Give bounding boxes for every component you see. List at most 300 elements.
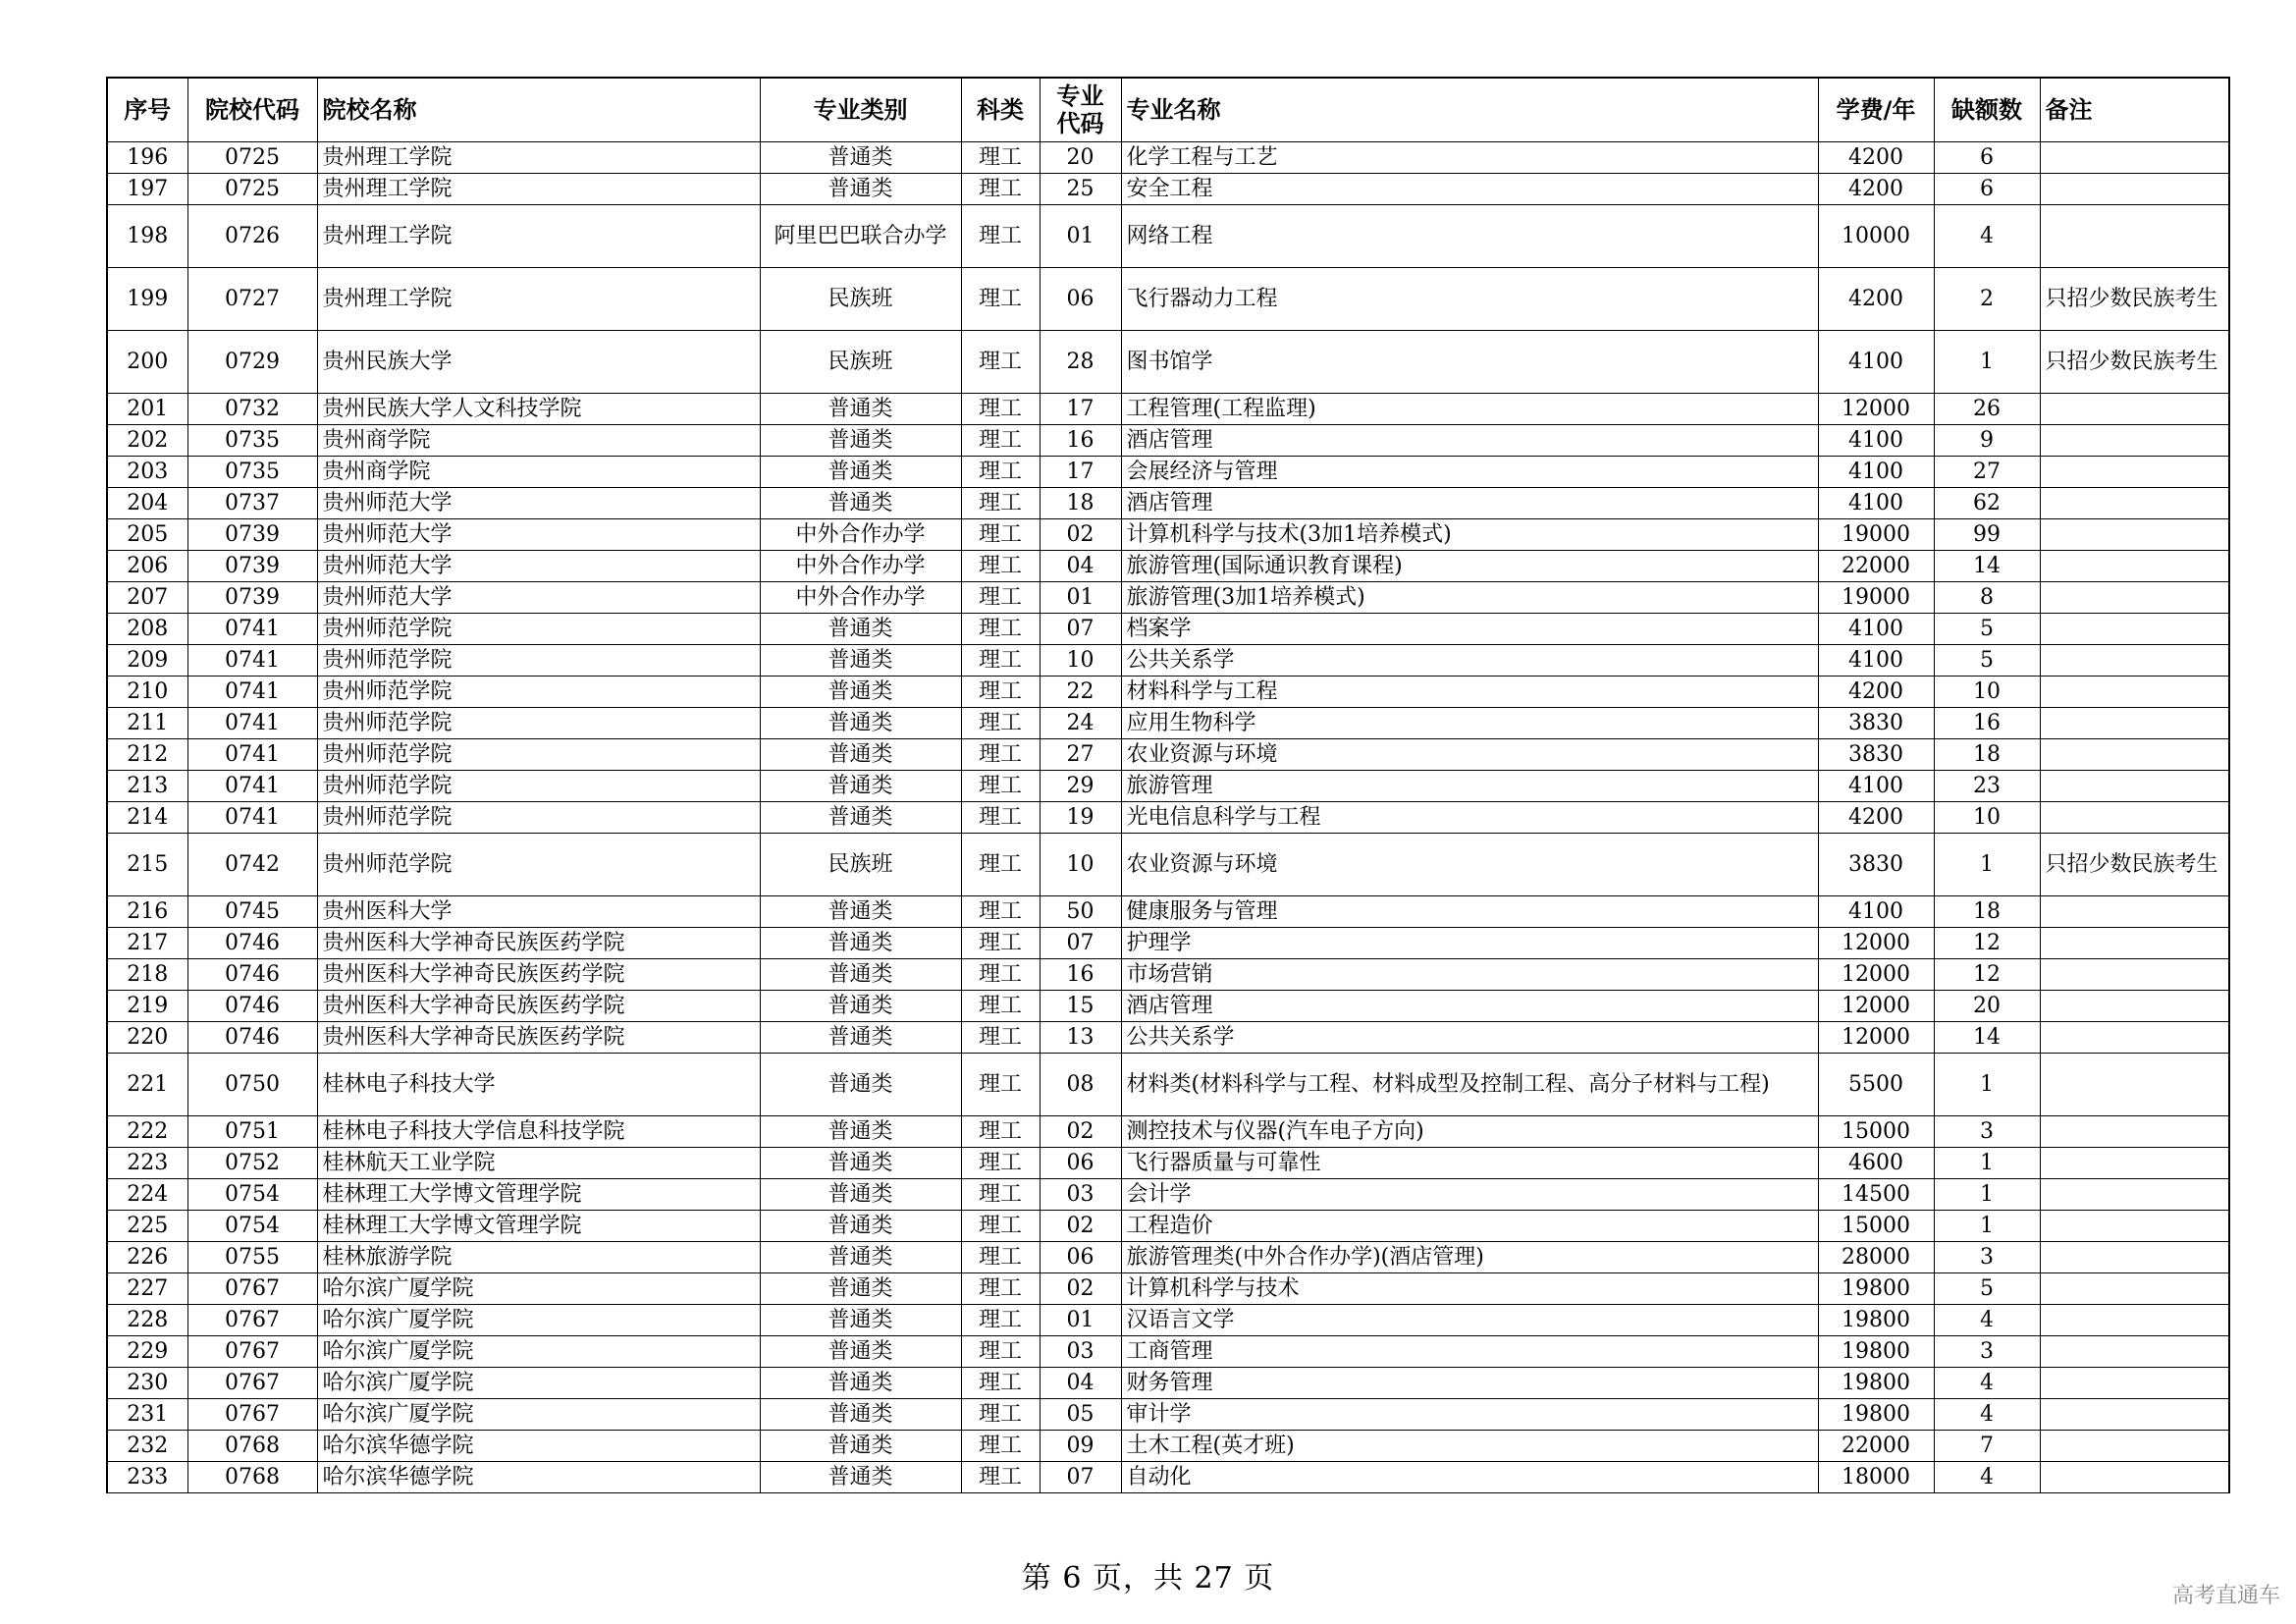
cell-major-name: 会计学: [1121, 1179, 1818, 1211]
cell-notes: [2040, 771, 2229, 802]
cell-school-code: 0741: [187, 739, 317, 771]
cell-tuition: 15000: [1818, 1211, 1934, 1242]
cell-notes: 只招少数民族考生: [2040, 331, 2229, 394]
cell-major-type: 普通类: [760, 174, 961, 205]
cell-school-code: 0768: [187, 1462, 317, 1493]
cell-school-name: 桂林旅游学院: [317, 1242, 760, 1273]
cell-notes: 只招少数民族考生: [2040, 834, 2229, 896]
cell-major-type: 阿里巴巴联合办学: [760, 205, 961, 268]
cell-tuition: 4600: [1818, 1148, 1934, 1179]
cell-seq: 215: [107, 834, 187, 896]
cell-major-code: 01: [1040, 582, 1121, 614]
cell-major-name: 农业资源与环境: [1121, 834, 1818, 896]
cell-school-code: 0767: [187, 1399, 317, 1431]
cell-major-code: 24: [1040, 708, 1121, 739]
cell-notes: [2040, 739, 2229, 771]
cell-subject: 理工: [961, 1148, 1040, 1179]
cell-seq: 231: [107, 1399, 187, 1431]
cell-seq: 223: [107, 1148, 187, 1179]
cell-major-code: 10: [1040, 834, 1121, 896]
cell-seq: 198: [107, 205, 187, 268]
cell-vacancies: 5: [1934, 614, 2040, 645]
table-row: [107, 1116, 2229, 1148]
cell-vacancies: 14: [1934, 551, 2040, 582]
header-major-type: 专业类别: [760, 78, 961, 142]
cell-school-name: 贵州医科大学神奇民族医药学院: [317, 928, 760, 959]
cell-subject: 理工: [961, 1116, 1040, 1148]
cell-subject: 理工: [961, 959, 1040, 991]
cell-tuition: 18000: [1818, 1462, 1934, 1493]
cell-major-type: 普通类: [760, 1242, 961, 1273]
cell-subject: 理工: [961, 425, 1040, 457]
cell-school-name: 贵州民族大学: [317, 331, 760, 394]
cell-notes: [2040, 1305, 2229, 1336]
cell-seq: 200: [107, 331, 187, 394]
cell-tuition: 22000: [1818, 551, 1934, 582]
cell-major-name: 农业资源与环境: [1121, 739, 1818, 771]
cell-major-code: 19: [1040, 802, 1121, 834]
cell-tuition: 4200: [1818, 268, 1934, 331]
cell-subject: 理工: [961, 645, 1040, 677]
cell-major-name: 测控技术与仪器(汽车电子方向): [1121, 1116, 1818, 1148]
cell-major-name: 工程造价: [1121, 1211, 1818, 1242]
cell-major-type: 普通类: [760, 1116, 961, 1148]
table-row: [107, 1179, 2229, 1211]
cell-vacancies: 4: [1934, 1368, 2040, 1399]
table-header: [107, 78, 2229, 142]
cell-seq: 197: [107, 174, 187, 205]
cell-school-name: 贵州师范大学: [317, 582, 760, 614]
cell-school-name: 桂林理工大学博文管理学院: [317, 1179, 760, 1211]
cell-notes: [2040, 551, 2229, 582]
cell-school-name: 贵州商学院: [317, 457, 760, 488]
cell-school-code: 0742: [187, 834, 317, 896]
cell-school-code: 0752: [187, 1148, 317, 1179]
cell-school-name: 贵州民族大学人文科技学院: [317, 394, 760, 425]
cell-school-code: 0746: [187, 1022, 317, 1054]
cell-vacancies: 2: [1934, 268, 2040, 331]
cell-notes: [2040, 457, 2229, 488]
cell-major-type: 普通类: [760, 425, 961, 457]
cell-school-code: 0767: [187, 1336, 317, 1368]
cell-major-name: 旅游管理: [1121, 771, 1818, 802]
cell-subject: 理工: [961, 174, 1040, 205]
cell-tuition: 14500: [1818, 1179, 1934, 1211]
cell-subject: 理工: [961, 708, 1040, 739]
cell-major-name: 审计学: [1121, 1399, 1818, 1431]
header-seq: 序号: [107, 78, 187, 142]
cell-major-type: 普通类: [760, 677, 961, 708]
table-row: [107, 268, 2229, 331]
cell-school-code: 0755: [187, 1242, 317, 1273]
cell-subject: 理工: [961, 1399, 1040, 1431]
table-row: [107, 1022, 2229, 1054]
cell-school-name: 贵州理工学院: [317, 142, 760, 174]
cell-vacancies: 23: [1934, 771, 2040, 802]
header-major-name: 专业名称: [1121, 78, 1818, 142]
table-row: [107, 928, 2229, 959]
cell-major-code: 02: [1040, 519, 1121, 551]
cell-major-code: 16: [1040, 959, 1121, 991]
cell-major-name: 化学工程与工艺: [1121, 142, 1818, 174]
cell-seq: 217: [107, 928, 187, 959]
cell-major-name: 会展经济与管理: [1121, 457, 1818, 488]
cell-major-code: 15: [1040, 991, 1121, 1022]
cell-tuition: 28000: [1818, 1242, 1934, 1273]
cell-school-name: 贵州医科大学: [317, 896, 760, 928]
cell-school-code: 0741: [187, 771, 317, 802]
cell-major-type: 中外合作办学: [760, 582, 961, 614]
cell-subject: 理工: [961, 896, 1040, 928]
cell-subject: 理工: [961, 771, 1040, 802]
cell-school-name: 桂林理工大学博文管理学院: [317, 1211, 760, 1242]
cell-major-code: 03: [1040, 1179, 1121, 1211]
cell-school-code: 0754: [187, 1179, 317, 1211]
table-row: [107, 394, 2229, 425]
cell-tuition: 15000: [1818, 1116, 1934, 1148]
cell-subject: 理工: [961, 142, 1040, 174]
table-body: [107, 142, 2229, 1493]
cell-major-name: 计算机科学与技术: [1121, 1273, 1818, 1305]
table-row: [107, 331, 2229, 394]
cell-school-name: 贵州师范学院: [317, 645, 760, 677]
cell-major-name: 土木工程(英才班): [1121, 1431, 1818, 1462]
cell-subject: 理工: [961, 457, 1040, 488]
cell-school-code: 0751: [187, 1116, 317, 1148]
cell-seq: 201: [107, 394, 187, 425]
cell-seq: 209: [107, 645, 187, 677]
cell-school-code: 0739: [187, 551, 317, 582]
cell-major-name: 档案学: [1121, 614, 1818, 645]
cell-major-type: 中外合作办学: [760, 551, 961, 582]
cell-school-code: 0741: [187, 614, 317, 645]
cell-major-code: 05: [1040, 1399, 1121, 1431]
header-major-code: 专业 代码: [1040, 78, 1121, 142]
cell-notes: [2040, 1179, 2229, 1211]
cell-school-name: 哈尔滨广厦学院: [317, 1273, 760, 1305]
cell-tuition: 3830: [1818, 834, 1934, 896]
table-row: [107, 1211, 2229, 1242]
cell-school-name: 贵州医科大学神奇民族医药学院: [317, 991, 760, 1022]
cell-seq: 205: [107, 519, 187, 551]
cell-notes: [2040, 174, 2229, 205]
cell-major-name: 财务管理: [1121, 1368, 1818, 1399]
cell-school-code: 0735: [187, 425, 317, 457]
cell-seq: 210: [107, 677, 187, 708]
cell-major-code: 10: [1040, 645, 1121, 677]
cell-tuition: 19800: [1818, 1336, 1934, 1368]
cell-subject: 理工: [961, 1242, 1040, 1273]
cell-major-name: 公共关系学: [1121, 1022, 1818, 1054]
table-row: [107, 142, 2229, 174]
cell-major-code: 02: [1040, 1211, 1121, 1242]
cell-vacancies: 1: [1934, 1148, 2040, 1179]
cell-major-type: 普通类: [760, 1148, 961, 1179]
cell-vacancies: 99: [1934, 519, 2040, 551]
cell-school-name: 贵州医科大学神奇民族医药学院: [317, 959, 760, 991]
cell-school-name: 哈尔滨广厦学院: [317, 1399, 760, 1431]
cell-school-name: 贵州师范学院: [317, 771, 760, 802]
cell-subject: 理工: [961, 1211, 1040, 1242]
cell-school-name: 桂林电子科技大学信息科技学院: [317, 1116, 760, 1148]
cell-vacancies: 4: [1934, 1462, 2040, 1493]
cell-seq: 226: [107, 1242, 187, 1273]
cell-school-name: 贵州师范学院: [317, 834, 760, 896]
cell-major-name: 材料类(材料科学与工程、材料成型及控制工程、高分子材料与工程): [1121, 1054, 1818, 1116]
cell-major-code: 28: [1040, 331, 1121, 394]
cell-school-code: 0727: [187, 268, 317, 331]
cell-vacancies: 12: [1934, 928, 2040, 959]
cell-notes: [2040, 614, 2229, 645]
cell-major-type: 中外合作办学: [760, 519, 961, 551]
cell-subject: 理工: [961, 1336, 1040, 1368]
cell-major-type: 普通类: [760, 802, 961, 834]
cell-major-code: 18: [1040, 488, 1121, 519]
cell-notes: [2040, 142, 2229, 174]
cell-major-code: 04: [1040, 551, 1121, 582]
cell-subject: 理工: [961, 205, 1040, 268]
cell-school-name: 哈尔滨华德学院: [317, 1462, 760, 1493]
cell-notes: [2040, 1054, 2229, 1116]
cell-major-type: 普通类: [760, 1399, 961, 1431]
cell-school-name: 哈尔滨广厦学院: [317, 1305, 760, 1336]
cell-major-type: 普通类: [760, 708, 961, 739]
watermark-text: 高考直通车: [2171, 1584, 2280, 1608]
cell-vacancies: 4: [1934, 1399, 2040, 1431]
cell-major-type: 普通类: [760, 1368, 961, 1399]
cell-major-type: 普通类: [760, 1431, 961, 1462]
cell-seq: 213: [107, 771, 187, 802]
cell-major-type: 民族班: [760, 331, 961, 394]
cell-subject: 理工: [961, 677, 1040, 708]
cell-tuition: 19000: [1818, 519, 1934, 551]
cell-tuition: 19800: [1818, 1273, 1934, 1305]
cell-school-code: 0735: [187, 457, 317, 488]
cell-seq: 224: [107, 1179, 187, 1211]
cell-major-name: 健康服务与管理: [1121, 896, 1818, 928]
cell-school-code: 0741: [187, 645, 317, 677]
cell-vacancies: 5: [1934, 1273, 2040, 1305]
cell-vacancies: 4: [1934, 1305, 2040, 1336]
table-row: [107, 739, 2229, 771]
cell-tuition: 4200: [1818, 802, 1934, 834]
cell-major-type: 普通类: [760, 1273, 961, 1305]
cell-major-code: 02: [1040, 1273, 1121, 1305]
cell-school-name: 贵州医科大学神奇民族医药学院: [317, 1022, 760, 1054]
cell-subject: 理工: [961, 834, 1040, 896]
table-row: [107, 519, 2229, 551]
cell-major-code: 07: [1040, 614, 1121, 645]
cell-notes: [2040, 802, 2229, 834]
table-row: [107, 425, 2229, 457]
cell-major-type: 普通类: [760, 142, 961, 174]
header-school-code: 院校代码: [187, 78, 317, 142]
cell-seq: 219: [107, 991, 187, 1022]
table-row: [107, 614, 2229, 645]
cell-major-name: 汉语言文学: [1121, 1305, 1818, 1336]
cell-notes: [2040, 959, 2229, 991]
cell-seq: 204: [107, 488, 187, 519]
cell-school-code: 0746: [187, 959, 317, 991]
cell-tuition: 12000: [1818, 394, 1934, 425]
cell-seq: 227: [107, 1273, 187, 1305]
cell-seq: 228: [107, 1305, 187, 1336]
table-row: [107, 896, 2229, 928]
cell-school-code: 0726: [187, 205, 317, 268]
cell-school-code: 0725: [187, 142, 317, 174]
cell-notes: [2040, 1368, 2229, 1399]
cell-vacancies: 5: [1934, 645, 2040, 677]
table-row: [107, 834, 2229, 896]
cell-school-name: 贵州师范学院: [317, 677, 760, 708]
cell-major-code: 20: [1040, 142, 1121, 174]
cell-tuition: 19000: [1818, 582, 1934, 614]
cell-school-name: 贵州师范学院: [317, 739, 760, 771]
cell-school-name: 哈尔滨广厦学院: [317, 1368, 760, 1399]
cell-tuition: 3830: [1818, 739, 1934, 771]
cell-major-type: 普通类: [760, 771, 961, 802]
cell-notes: [2040, 1116, 2229, 1148]
header-subject: 科类: [961, 78, 1040, 142]
cell-vacancies: 9: [1934, 425, 2040, 457]
cell-subject: 理工: [961, 614, 1040, 645]
cell-subject: 理工: [961, 1022, 1040, 1054]
cell-seq: 207: [107, 582, 187, 614]
cell-major-code: 50: [1040, 896, 1121, 928]
cell-major-name: 图书馆学: [1121, 331, 1818, 394]
cell-major-type: 普通类: [760, 1211, 961, 1242]
table-row: [107, 708, 2229, 739]
cell-subject: 理工: [961, 1054, 1040, 1116]
cell-vacancies: 6: [1934, 174, 2040, 205]
cell-major-name: 飞行器质量与可靠性: [1121, 1148, 1818, 1179]
table-row: [107, 1273, 2229, 1305]
cell-school-code: 0746: [187, 991, 317, 1022]
cell-school-name: 贵州理工学院: [317, 205, 760, 268]
cell-school-name: 贵州师范学院: [317, 802, 760, 834]
cell-major-type: 普通类: [760, 928, 961, 959]
cell-major-type: 普通类: [760, 1336, 961, 1368]
cell-major-type: 普通类: [760, 739, 961, 771]
table-row: [107, 488, 2229, 519]
cell-seq: 199: [107, 268, 187, 331]
cell-school-code: 0746: [187, 928, 317, 959]
cell-vacancies: 10: [1934, 802, 2040, 834]
table-row: [107, 1431, 2229, 1462]
cell-notes: [2040, 1148, 2229, 1179]
table-row: [107, 1336, 2229, 1368]
table-row: [107, 771, 2229, 802]
cell-seq: 203: [107, 457, 187, 488]
cell-seq: 221: [107, 1054, 187, 1116]
cell-major-code: 01: [1040, 205, 1121, 268]
cell-tuition: 12000: [1818, 928, 1934, 959]
cell-major-type: 普通类: [760, 959, 961, 991]
cell-school-code: 0768: [187, 1431, 317, 1462]
cell-seq: 233: [107, 1462, 187, 1493]
cell-major-type: 普通类: [760, 1054, 961, 1116]
cell-notes: [2040, 488, 2229, 519]
cell-seq: 211: [107, 708, 187, 739]
cell-major-name: 酒店管理: [1121, 488, 1818, 519]
cell-notes: [2040, 1399, 2229, 1431]
cell-notes: [2040, 394, 2229, 425]
table-row: [107, 1399, 2229, 1431]
table-row: [107, 677, 2229, 708]
cell-tuition: 19800: [1818, 1368, 1934, 1399]
cell-tuition: 4200: [1818, 142, 1934, 174]
cell-subject: 理工: [961, 582, 1040, 614]
cell-notes: [2040, 1211, 2229, 1242]
table-row: [107, 205, 2229, 268]
cell-subject: 理工: [961, 1462, 1040, 1493]
cell-school-code: 0739: [187, 519, 317, 551]
table-row: [107, 551, 2229, 582]
cell-vacancies: 26: [1934, 394, 2040, 425]
table-row: [107, 645, 2229, 677]
cell-major-code: 17: [1040, 457, 1121, 488]
cell-major-name: 旅游管理(国际通识教育课程): [1121, 551, 1818, 582]
table-row: [107, 1054, 2229, 1116]
cell-major-type: 普通类: [760, 1305, 961, 1336]
cell-seq: 214: [107, 802, 187, 834]
cell-notes: [2040, 645, 2229, 677]
cell-tuition: 3830: [1818, 708, 1934, 739]
table-row: [107, 174, 2229, 205]
cell-vacancies: 16: [1934, 708, 2040, 739]
cell-major-type: 普通类: [760, 896, 961, 928]
cell-major-code: 17: [1040, 394, 1121, 425]
cell-school-code: 0754: [187, 1211, 317, 1242]
cell-notes: [2040, 425, 2229, 457]
table-row: [107, 1368, 2229, 1399]
cell-major-name: 酒店管理: [1121, 425, 1818, 457]
cell-vacancies: 3: [1934, 1116, 2040, 1148]
cell-seq: 222: [107, 1116, 187, 1148]
cell-subject: 理工: [961, 1305, 1040, 1336]
header-notes: 备注: [2040, 78, 2229, 142]
cell-seq: 206: [107, 551, 187, 582]
cell-subject: 理工: [961, 1431, 1040, 1462]
cell-major-name: 光电信息科学与工程: [1121, 802, 1818, 834]
cell-school-code: 0750: [187, 1054, 317, 1116]
cell-tuition: 4100: [1818, 771, 1934, 802]
cell-tuition: 4200: [1818, 174, 1934, 205]
cell-major-name: 护理学: [1121, 928, 1818, 959]
cell-notes: [2040, 677, 2229, 708]
header-vacancies: 缺额数: [1934, 78, 2040, 142]
cell-notes: [2040, 1273, 2229, 1305]
cell-subject: 理工: [961, 802, 1040, 834]
cell-notes: [2040, 1022, 2229, 1054]
cell-tuition: 4100: [1818, 614, 1934, 645]
cell-notes: [2040, 1336, 2229, 1368]
cell-seq: 196: [107, 142, 187, 174]
cell-major-code: 22: [1040, 677, 1121, 708]
cell-school-code: 0741: [187, 708, 317, 739]
cell-seq: 225: [107, 1211, 187, 1242]
cell-subject: 理工: [961, 1273, 1040, 1305]
cell-school-code: 0745: [187, 896, 317, 928]
cell-tuition: 4200: [1818, 677, 1934, 708]
cell-tuition: 4100: [1818, 457, 1934, 488]
cell-major-name: 飞行器动力工程: [1121, 268, 1818, 331]
cell-tuition: 4100: [1818, 425, 1934, 457]
cell-vacancies: 27: [1934, 457, 2040, 488]
cell-major-code: 02: [1040, 1116, 1121, 1148]
cell-subject: 理工: [961, 991, 1040, 1022]
cell-subject: 理工: [961, 394, 1040, 425]
